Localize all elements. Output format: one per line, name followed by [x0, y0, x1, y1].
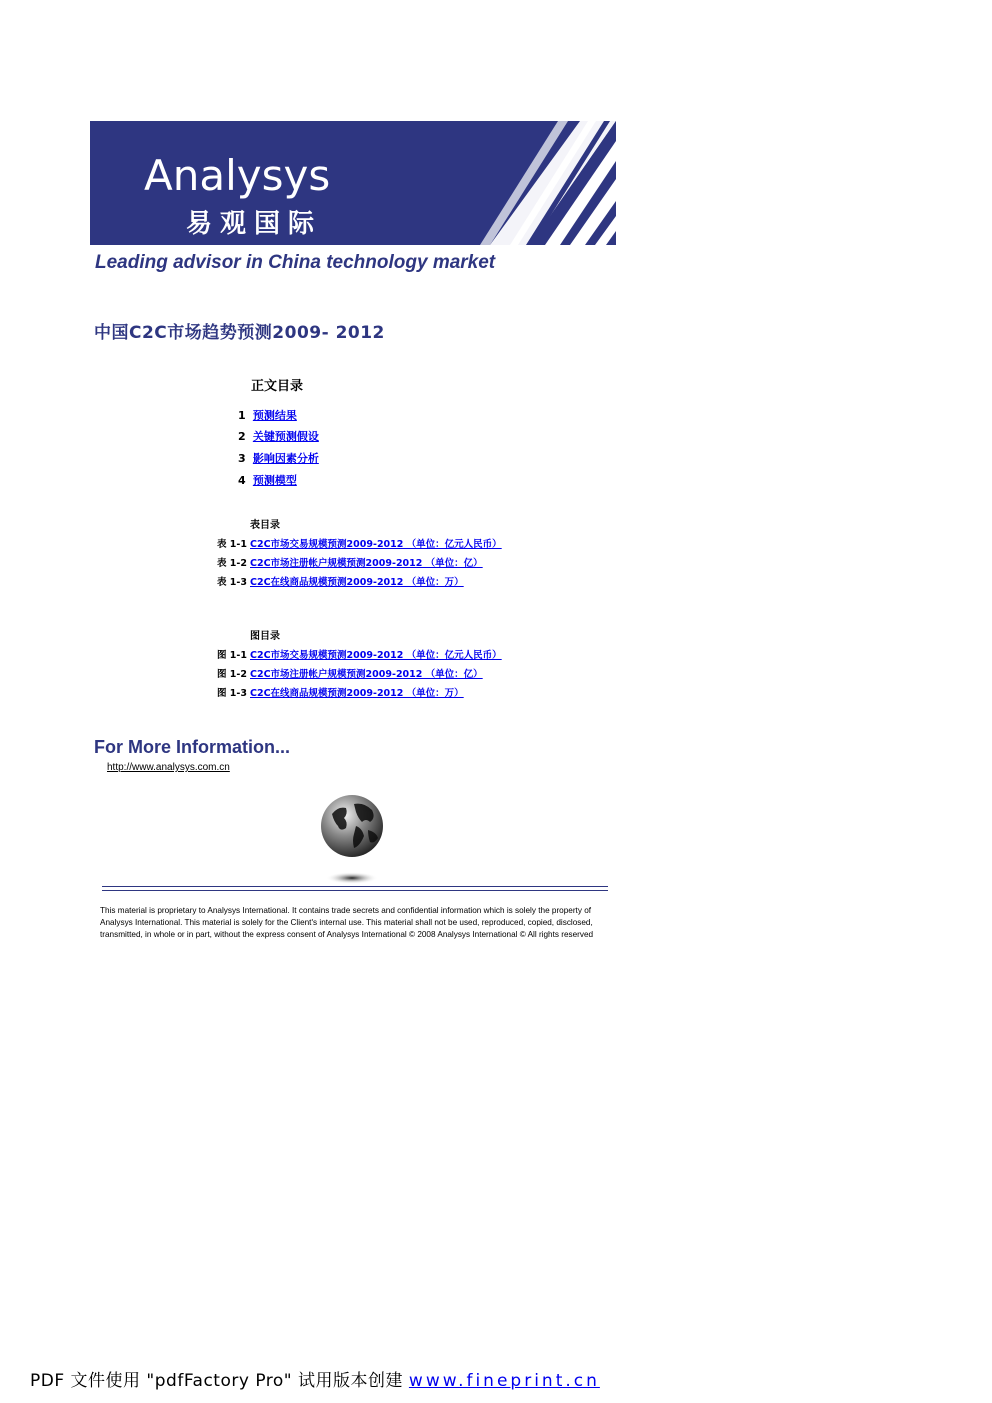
toc-item[interactable]: 3 影响因素分析 — [238, 452, 319, 465]
figure-link[interactable]: C2C在线商品规模预测2009-2012 （单位：万） — [250, 688, 464, 699]
pdf-footer — [30, 1366, 600, 1391]
report-title: 中国C2C市场趋势预测2009- 2012 — [94, 323, 385, 343]
toc-link-forecast-model[interactable]: 预测模型 — [252, 474, 297, 487]
fineprint-link[interactable]: www.fineprint.cn — [408, 1371, 600, 1391]
website-link[interactable]: http://www.analysys.com.cn — [107, 762, 230, 773]
toc-item[interactable]: 1 预测结果 — [238, 409, 297, 422]
tagline: Leading advisor in China technology market — [95, 252, 496, 273]
toc-link-forecast-results[interactable]: 预测结果 — [252, 409, 297, 422]
figure-list-item[interactable]: 图 1-1 C2C市场交易规模预测2009-2012 （单位：亿元人民币） — [217, 650, 502, 661]
more-info-heading: For More Information... — [94, 737, 290, 757]
figure-list-heading: 图目录 — [250, 631, 280, 642]
logo-chinese-name: 易观国际 — [186, 209, 323, 239]
section-divider — [102, 886, 608, 891]
figure-link[interactable]: C2C市场注册帐户规模预测2009-2012 （单位：亿） — [250, 669, 483, 680]
header-banner — [90, 121, 616, 245]
table-link[interactable]: C2C市场注册帐户规模预测2009-2012 （单位：亿） — [250, 558, 483, 569]
table-list-heading: 表目录 — [250, 520, 280, 531]
toc-item[interactable]: 2 关键预测假设 — [238, 430, 319, 443]
figure-list-item[interactable]: 图 1-3 C2C在线商品规模预测2009-2012 （单位：万） — [217, 688, 464, 699]
toc-link-key-assumptions[interactable]: 关键预测假设 — [252, 430, 319, 443]
table-link[interactable]: C2C市场交易规模预测2009-2012 （单位：亿元人民币） — [250, 539, 502, 550]
toc-link-factor-analysis[interactable]: 影响因素分析 — [252, 452, 319, 465]
toc-heading: 正文目录 — [251, 379, 304, 394]
figure-link[interactable]: C2C市场交易规模预测2009-2012 （单位：亿元人民币） — [250, 650, 502, 661]
table-list-item[interactable]: 表 1-2 C2C市场注册帐户规模预测2009-2012 （单位：亿） — [217, 558, 483, 569]
figure-list-item[interactable]: 图 1-2 C2C市场注册帐户规模预测2009-2012 （单位：亿） — [217, 669, 483, 680]
footer-text: PDF 文件使用 "pdfFactory Pro" 试用版本创建 — [30, 1371, 409, 1391]
table-list-item[interactable]: 表 1-3 C2C在线商品规模预测2009-2012 （单位：万） — [217, 577, 464, 588]
copyright-disclaimer: This material is proprietary to Analysys International. It contains trade secrets and confidential information which is solely the property of Analysys International. This material is solely for the Client's internal use. This material shall not be used, reproduced, copied, disclosed, transmitted, in whole or in part, without the express consent of Analysys International © 2008 Analysys International © All rights reserved — [100, 906, 594, 939]
analysys-logo: Analysys — [144, 151, 331, 200]
table-link[interactable]: C2C在线商品规模预测2009-2012 （单位：万） — [250, 577, 464, 588]
toc-item[interactable]: 4 预测模型 — [238, 474, 297, 487]
globe-icon — [318, 792, 388, 888]
table-list-item[interactable]: 表 1-1 C2C市场交易规模预测2009-2012 （单位：亿元人民币） — [217, 539, 502, 550]
